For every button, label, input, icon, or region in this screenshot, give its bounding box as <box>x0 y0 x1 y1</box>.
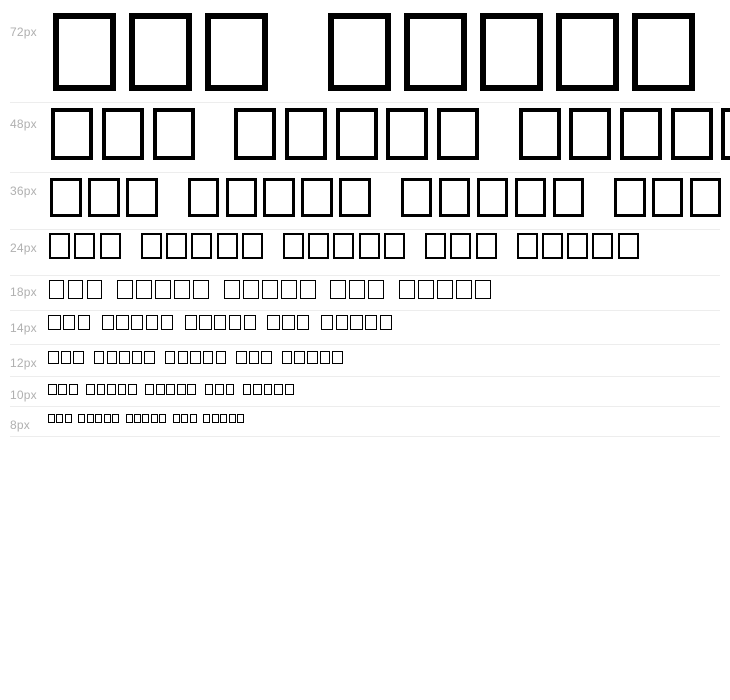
size-row-36 <box>0 173 730 230</box>
notdef-glyph-box <box>212 414 219 423</box>
size-row-10 <box>0 377 730 407</box>
word-space <box>319 280 331 281</box>
notdef-glyph-box <box>107 384 116 395</box>
notdef-glyph-box <box>102 315 114 330</box>
notdef-glyph-box <box>185 315 197 330</box>
notdef-glyph-box <box>187 384 196 395</box>
notdef-glyph-box <box>136 280 152 299</box>
notdef-glyph-box <box>365 315 377 330</box>
word-space <box>203 108 234 109</box>
word-space <box>164 178 187 179</box>
notdef-glyph-box <box>65 414 72 423</box>
notdef-glyph-box <box>515 178 547 217</box>
notdef-glyph-box <box>166 384 175 395</box>
notdef-glyph-box <box>88 178 120 217</box>
notdef-glyph-box <box>475 280 491 299</box>
notdef-glyph-box <box>614 178 646 217</box>
notdef-glyph-box <box>156 384 165 395</box>
notdef-glyph-box <box>569 108 611 160</box>
notdef-glyph-box <box>249 351 260 364</box>
size-label: 36px <box>10 184 37 198</box>
notdef-glyph-box <box>205 384 214 395</box>
notdef-glyph-box <box>244 315 256 330</box>
word-space <box>387 280 399 281</box>
notdef-glyph-box <box>234 108 276 160</box>
notdef-glyph-box <box>131 315 143 330</box>
notdef-glyph-box <box>203 351 214 364</box>
notdef-glyph-box <box>332 351 343 364</box>
size-row-48 <box>0 103 730 173</box>
notdef-glyph-box <box>214 315 226 330</box>
notdef-glyph-box <box>159 414 166 423</box>
notdef-glyph-box <box>153 108 195 160</box>
notdef-glyph-box <box>69 384 78 395</box>
notdef-glyph-box <box>49 233 70 259</box>
notdef-glyph-box <box>48 414 55 423</box>
notdef-glyph-box <box>118 384 127 395</box>
notdef-glyph-box <box>359 233 380 259</box>
notdef-glyph-box <box>173 414 180 423</box>
word-space <box>591 178 614 179</box>
notdef-glyph-box <box>165 351 176 364</box>
notdef-glyph-box <box>78 414 85 423</box>
notdef-glyph-box <box>128 384 137 395</box>
notdef-glyph-box <box>333 233 354 259</box>
notdef-glyph-box <box>450 233 471 259</box>
notdef-glyph-box <box>350 315 362 330</box>
notdef-glyph-box <box>203 414 210 423</box>
notdef-glyph-box <box>102 108 144 160</box>
notdef-glyph-box <box>226 384 235 395</box>
notdef-glyph-box <box>74 233 95 259</box>
word-space <box>228 351 236 352</box>
notdef-glyph-box <box>116 315 128 330</box>
notdef-glyph-box <box>480 13 543 91</box>
word-space <box>258 315 267 316</box>
sample-text <box>0 108 730 160</box>
notdef-glyph-box <box>380 315 392 330</box>
notdef-glyph-box <box>618 233 639 259</box>
notdef-glyph-box <box>95 414 102 423</box>
word-space <box>125 233 141 234</box>
word-space <box>267 233 283 234</box>
notdef-glyph-box <box>142 414 149 423</box>
notdef-glyph-box <box>112 414 119 423</box>
notdef-glyph-box <box>320 351 331 364</box>
notdef-glyph-box <box>282 351 293 364</box>
notdef-glyph-box <box>243 384 252 395</box>
notdef-glyph-box <box>294 351 305 364</box>
notdef-glyph-box <box>330 280 346 299</box>
notdef-glyph-box <box>384 233 405 259</box>
notdef-glyph-box <box>48 315 60 330</box>
size-label: 14px <box>10 321 37 335</box>
notdef-glyph-box <box>307 351 318 364</box>
notdef-glyph-box <box>61 351 72 364</box>
notdef-glyph-box <box>117 280 133 299</box>
size-label: 72px <box>10 25 37 39</box>
notdef-glyph-box <box>50 178 82 217</box>
notdef-glyph-box <box>437 280 453 299</box>
notdef-glyph-box <box>119 351 130 364</box>
notdef-glyph-box <box>177 384 186 395</box>
notdef-glyph-box <box>301 178 333 217</box>
notdef-glyph-box <box>425 233 446 259</box>
notdef-glyph-box <box>190 414 197 423</box>
notdef-glyph-box <box>100 233 121 259</box>
notdef-glyph-box <box>145 384 154 395</box>
notdef-glyph-box <box>129 13 192 91</box>
notdef-glyph-box <box>94 351 105 364</box>
notdef-glyph-box <box>220 414 227 423</box>
notdef-glyph-box <box>401 178 433 217</box>
notdef-glyph-box <box>690 178 722 217</box>
sample-text <box>0 280 494 299</box>
notdef-glyph-box <box>281 280 297 299</box>
word-space <box>377 178 400 179</box>
notdef-glyph-box <box>321 315 333 330</box>
word-space <box>281 13 328 14</box>
notdef-glyph-box <box>336 108 378 160</box>
notdef-glyph-box <box>274 384 283 395</box>
notdef-glyph-box <box>58 384 67 395</box>
notdef-glyph-box <box>282 315 294 330</box>
notdef-glyph-box <box>166 233 187 259</box>
sample-text <box>0 233 643 259</box>
size-row-8 <box>0 407 730 437</box>
notdef-glyph-box <box>283 233 304 259</box>
notdef-glyph-box <box>439 178 471 217</box>
notdef-glyph-box <box>126 414 133 423</box>
size-label: 24px <box>10 241 37 255</box>
notdef-glyph-box <box>181 414 188 423</box>
notdef-glyph-box <box>191 233 212 259</box>
notdef-glyph-box <box>399 280 415 299</box>
word-space <box>86 351 94 352</box>
notdef-glyph-box <box>456 280 472 299</box>
notdef-glyph-box <box>517 233 538 259</box>
notdef-glyph-box <box>217 233 238 259</box>
notdef-glyph-box <box>97 384 106 395</box>
notdef-glyph-box <box>721 108 730 160</box>
notdef-glyph-box <box>49 280 65 299</box>
word-space <box>93 315 102 316</box>
word-space <box>175 315 184 316</box>
notdef-glyph-box <box>339 178 371 217</box>
sample-text <box>0 384 295 395</box>
notdef-glyph-box <box>404 13 467 91</box>
size-row-24 <box>0 230 730 276</box>
sample-text <box>0 315 395 330</box>
sample-text <box>0 414 246 423</box>
notdef-glyph-box <box>236 351 247 364</box>
notdef-glyph-box <box>556 13 619 91</box>
sample-text <box>0 13 730 91</box>
notdef-glyph-box <box>285 108 327 160</box>
notdef-glyph-box <box>437 108 479 160</box>
notdef-glyph-box <box>229 315 241 330</box>
notdef-glyph-box <box>632 13 695 91</box>
notdef-glyph-box <box>671 108 713 160</box>
word-space <box>157 351 165 352</box>
notdef-glyph-box <box>144 351 155 364</box>
notdef-glyph-box <box>308 233 329 259</box>
notdef-glyph-box <box>155 280 171 299</box>
row-divider <box>10 436 720 437</box>
notdef-glyph-box <box>126 178 158 217</box>
notdef-glyph-box <box>592 233 613 259</box>
notdef-glyph-box <box>188 178 220 217</box>
notdef-glyph-box <box>193 280 209 299</box>
notdef-glyph-box <box>349 280 365 299</box>
notdef-glyph-box <box>418 280 434 299</box>
notdef-glyph-box <box>297 315 309 330</box>
notdef-glyph-box <box>264 384 273 395</box>
notdef-glyph-box <box>48 351 59 364</box>
notdef-glyph-box <box>132 351 143 364</box>
size-row-18 <box>0 276 730 311</box>
notdef-glyph-box <box>53 13 116 91</box>
word-space <box>106 280 118 281</box>
notdef-glyph-box <box>161 315 173 330</box>
word-space <box>409 233 425 234</box>
notdef-glyph-box <box>134 414 141 423</box>
sample-text <box>0 178 730 217</box>
notdef-glyph-box <box>199 315 211 330</box>
notdef-glyph-box <box>261 351 272 364</box>
size-label: 48px <box>10 117 37 131</box>
size-label: 12px <box>10 356 37 370</box>
notdef-glyph-box <box>86 384 95 395</box>
notdef-glyph-box <box>368 280 384 299</box>
size-label: 8px <box>10 418 30 432</box>
notdef-glyph-box <box>336 315 348 330</box>
notdef-glyph-box <box>63 315 75 330</box>
notdef-glyph-box <box>567 233 588 259</box>
word-space <box>212 280 224 281</box>
size-row-12 <box>0 345 730 377</box>
notdef-glyph-box <box>328 13 391 91</box>
notdef-glyph-box <box>107 351 118 364</box>
notdef-glyph-box <box>224 280 240 299</box>
notdef-glyph-box <box>262 280 278 299</box>
notdef-glyph-box <box>386 108 428 160</box>
word-space <box>501 233 517 234</box>
notdef-glyph-box <box>87 280 103 299</box>
notdef-glyph-box <box>78 315 90 330</box>
notdef-glyph-box <box>253 384 262 395</box>
notdef-glyph-box <box>542 233 563 259</box>
notdef-glyph-box <box>146 315 158 330</box>
notdef-glyph-box <box>141 233 162 259</box>
notdef-glyph-box <box>87 414 94 423</box>
notdef-glyph-box <box>652 178 684 217</box>
notdef-glyph-box <box>190 351 201 364</box>
notdef-glyph-box <box>174 280 190 299</box>
size-row-72 <box>0 0 730 103</box>
sample-text <box>0 351 345 364</box>
notdef-glyph-box <box>285 384 294 395</box>
word-space <box>312 315 321 316</box>
notdef-glyph-box <box>226 178 258 217</box>
notdef-glyph-box <box>151 414 158 423</box>
notdef-glyph-box <box>476 233 497 259</box>
notdef-glyph-box <box>553 178 585 217</box>
word-space <box>274 351 282 352</box>
notdef-glyph-box <box>205 13 268 91</box>
notdef-glyph-box <box>215 384 224 395</box>
notdef-glyph-box <box>620 108 662 160</box>
notdef-glyph-box <box>73 351 84 364</box>
notdef-glyph-box <box>243 280 259 299</box>
notdef-glyph-box <box>300 280 316 299</box>
notdef-glyph-box <box>56 414 63 423</box>
word-space <box>708 13 730 14</box>
notdef-glyph-box <box>68 280 84 299</box>
notdef-glyph-box <box>216 351 227 364</box>
notdef-glyph-box <box>51 108 93 160</box>
notdef-glyph-box <box>104 414 111 423</box>
notdef-glyph-box <box>237 414 244 423</box>
size-label: 10px <box>10 388 37 402</box>
word-space <box>488 108 519 109</box>
notdef-glyph-box <box>242 233 263 259</box>
size-row-14 <box>0 311 730 345</box>
notdef-glyph-box <box>519 108 561 160</box>
notdef-glyph-box <box>477 178 509 217</box>
notdef-glyph-box <box>178 351 189 364</box>
notdef-glyph-box <box>267 315 279 330</box>
notdef-glyph-box <box>229 414 236 423</box>
size-label: 18px <box>10 285 37 299</box>
notdef-glyph-box <box>48 384 57 395</box>
notdef-glyph-box <box>263 178 295 217</box>
